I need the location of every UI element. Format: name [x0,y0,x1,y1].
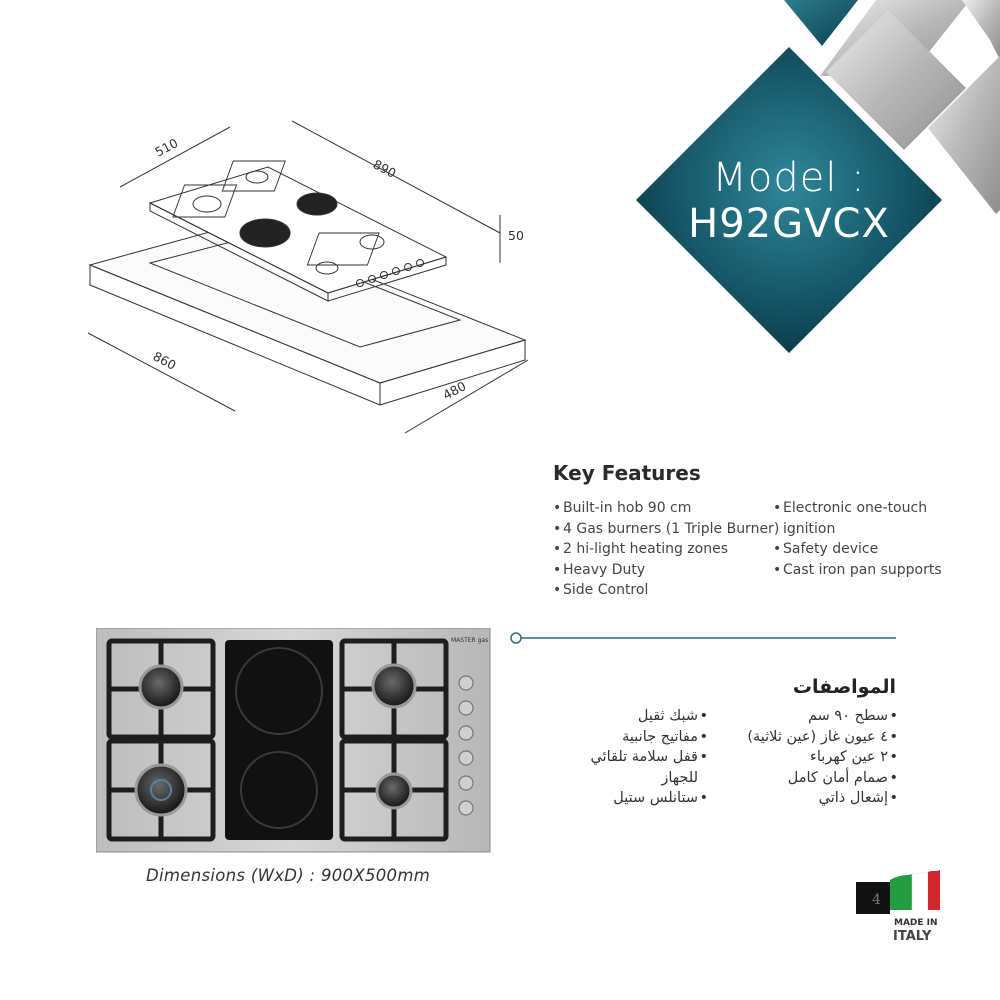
feature-item: • 2 hi-light heating zones [553,539,779,560]
specs-list-left [578,706,708,809]
control-knob [459,801,473,815]
key-features-title: Key Features [553,461,701,485]
dim-line [88,333,235,411]
spec-item: • قفل سلامة تلقائي للجهاز [578,747,708,788]
spec-item: • مفاتيح جانبية [578,727,708,748]
feature-item: • Built-in hob 90 cm [553,498,779,519]
dim-line [120,127,230,187]
dimensions-caption: Dimensions (WxD) : 900X500mm [146,866,431,885]
spec-item: • سطح ٩٠ سم [718,706,898,727]
burner [377,774,411,808]
dimension-drawing [80,115,540,445]
badge-line1: MADE IN [894,918,938,928]
made-in-italy-badge [856,870,942,946]
dim-cutout-depth: 480 [440,378,469,403]
burner [140,666,182,708]
dim-width-top: 510 [152,135,181,160]
steel-tile [962,0,1000,60]
teal-tile [784,0,858,46]
control-knob [459,676,473,690]
feature-item: • Cast iron pan supports [773,560,953,581]
features-list-right [773,498,953,580]
hob-top-view [96,628,492,854]
spec-item: • شبك ثقيل [578,706,708,727]
brand-logo: MASTER gas [451,637,489,644]
dim-line [405,360,528,433]
control-knob [459,726,473,740]
dim-length-top: 890 [370,156,399,181]
hotplate [297,193,337,215]
hotplate [240,219,290,247]
control-knob [459,776,473,790]
spec-item: • ٤ عيون غاز (عين ثلاثية) [718,727,898,748]
feature-item: • Heavy Duty [553,560,779,581]
specs-title-ar: المواصفات [792,676,896,698]
spec-item: • ستانلس ستيل [578,788,708,809]
control-knob [459,701,473,715]
control-knob [459,751,473,765]
section-divider [508,630,900,646]
feature-item: • Electronic one-touch ignition [773,498,953,539]
model-code: H92GVCX [688,201,890,247]
spec-item: • ٢ عين كهرباء [718,747,898,768]
triple-burner [136,765,186,815]
specs-list-right [718,706,898,809]
model-label: Model : [712,155,866,201]
badge-line2: ITALY [893,929,932,944]
feature-item: • Side Control [553,580,779,601]
burner [373,665,415,707]
page-number: 4 [872,892,881,908]
dim-cutout-length: 860 [150,348,179,373]
spec-item: • إشعال ذاتي [718,788,898,809]
feature-item: • Safety device [773,539,953,560]
feature-item: • 4 Gas burners (1 Triple Burner) [553,519,779,540]
features-list-left [553,498,779,601]
spec-item: • صمام أمان كامل [718,768,898,789]
dim-height: 50 [508,228,524,243]
